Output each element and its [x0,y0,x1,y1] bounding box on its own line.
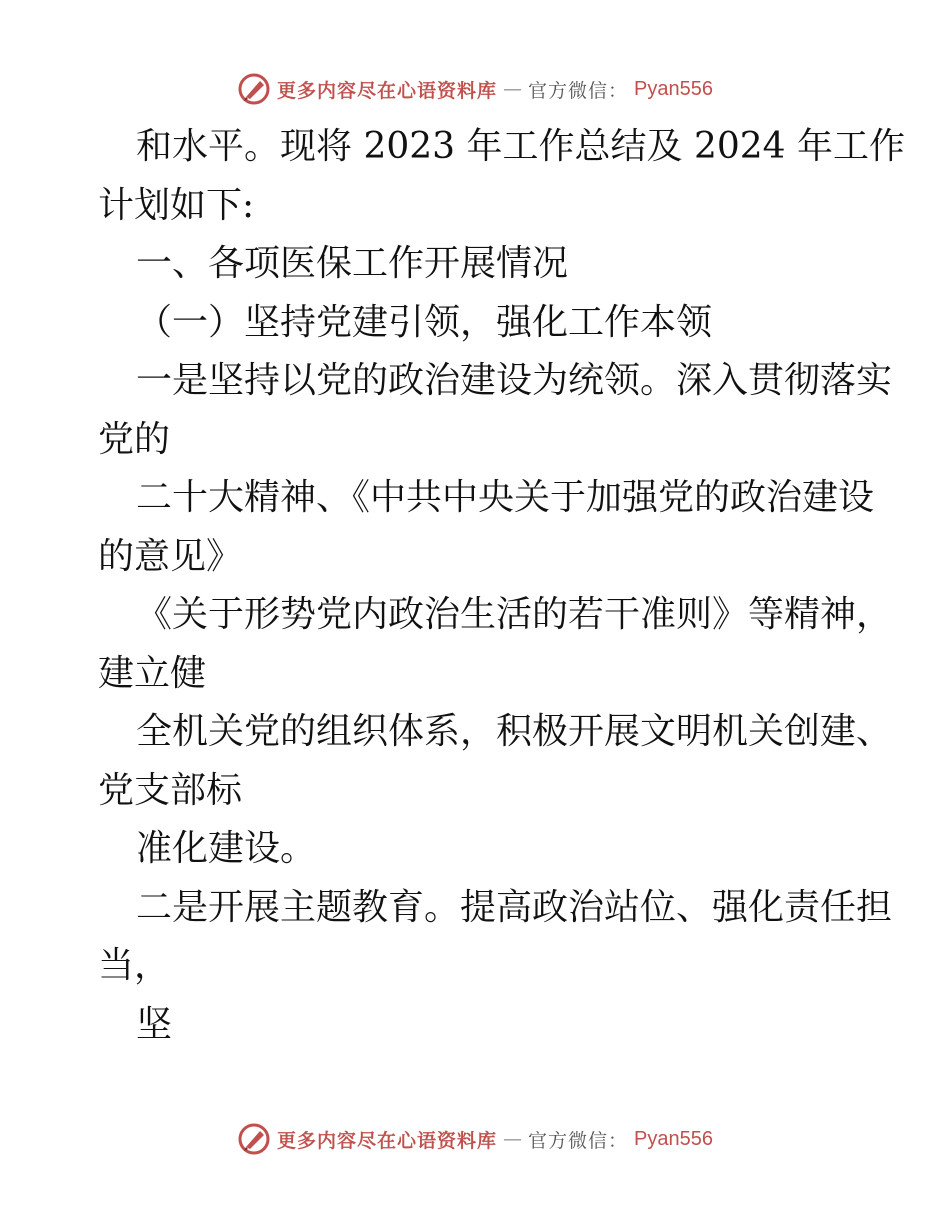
body-line: 建立健 [98,652,207,694]
body-line: 一是坚持以党的政治建设为统领。深入贯彻落实 [136,360,893,401]
watermark-official: 官方微信： [528,1129,629,1152]
watermark-official: 官方微信： [528,79,629,102]
body-line: 坚 [136,1003,173,1045]
body-line: 计划如下: [98,184,255,226]
body-line: 二十大精神、《中共中央关于加强党的政治建设 [136,477,875,518]
pen-logo-icon [237,72,271,106]
section-heading: 一、各项医保工作开展情况 [136,243,569,284]
body-line: 党的 [98,418,171,460]
body-line: 全机关党的组织体系，积极开展文明机关创建、 [136,711,893,752]
body-line: 《关于形势党内政治生活的若干准则》等精神， [136,594,893,635]
watermark-id: Pyan556 [634,1127,713,1150]
body-line: 准化建设。 [136,828,317,869]
watermark-separator: — [503,1128,523,1150]
document-body [98,118,906,1054]
pen-logo-icon [237,1122,271,1156]
body-line: 和水平。现将 2023 年工作总结及 2024 年工作 [136,126,906,167]
watermark-text: 更多内容尽在心语资料库 [277,1129,498,1152]
watermark-separator: — [503,78,523,100]
subsection-heading: （一）坚持党建引领，强化工作本领 [136,301,713,343]
watermark-text: 更多内容尽在心语资料库 [277,79,498,102]
footer-watermark [0,1122,950,1156]
body-line: 党支部标 [98,769,243,811]
header-watermark [0,72,950,106]
body-line: 的意见》 [98,535,243,577]
watermark-id: Pyan556 [634,77,713,100]
body-line: 二是开展主题教育。提高政治站位、强化责任担 [136,886,893,928]
body-line: 当， [98,945,171,986]
